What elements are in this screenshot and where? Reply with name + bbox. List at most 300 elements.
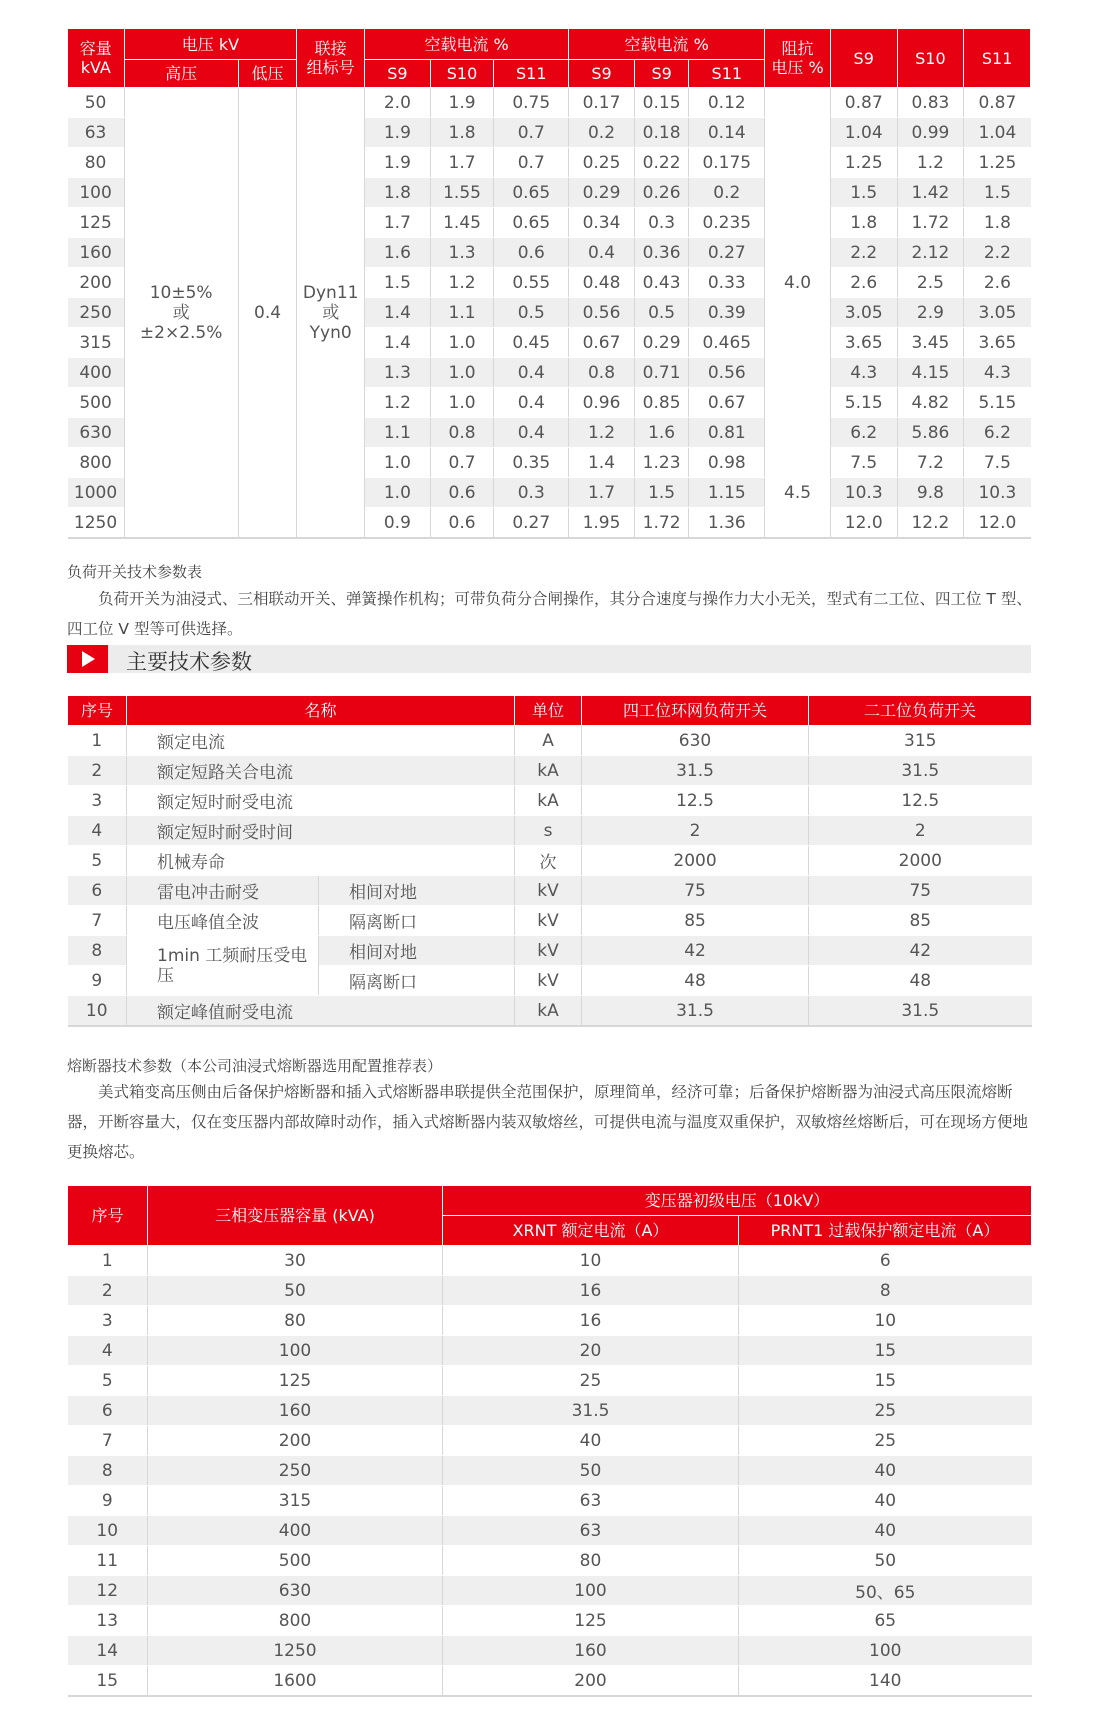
- parameter-name-cell: 额定短时耐受电流: [127, 786, 515, 816]
- load-loss-cell: 4.15: [897, 358, 964, 388]
- noload-current-cell: 0.17: [569, 88, 635, 118]
- transformer-parameter-table: [67, 28, 1031, 539]
- four-position-value-cell: 12.5: [582, 786, 809, 816]
- row-number-cell: 13: [68, 1606, 148, 1636]
- noload-current-cell: 0.85: [634, 388, 689, 418]
- unit-cell: A: [515, 726, 582, 756]
- noload-current-cell: 0.4: [494, 388, 569, 418]
- unit-cell: kA: [515, 996, 582, 1027]
- noload-current-cell: 1.2: [430, 268, 494, 298]
- noload-current-cell: 1.95: [569, 508, 635, 539]
- noload-current-cell: 0.8: [569, 358, 635, 388]
- section-title: 主要技术参数: [126, 650, 252, 674]
- load-loss-cell: 3.45: [897, 328, 964, 358]
- parameter-name-cell: 额定短时耐受时间: [127, 816, 515, 846]
- parameter-sub-cell: 相间对地: [319, 876, 515, 906]
- capacity-cell: 630: [148, 1576, 443, 1606]
- four-position-value-cell: 31.5: [582, 996, 809, 1027]
- noload-current-cell: 0.56: [689, 358, 765, 388]
- high-voltage-cell: 10±5% 或 ±2×2.5%: [124, 88, 238, 539]
- row-number-cell: 4: [68, 816, 127, 846]
- load-loss-cell: 1.5: [964, 178, 1031, 208]
- row-number-cell: 7: [68, 1426, 148, 1456]
- capacity-cell: 50: [68, 88, 125, 118]
- load-loss-cell: 7.2: [897, 448, 964, 478]
- row-number-cell: 2: [68, 756, 127, 786]
- noload-current-cell: 1.0: [365, 448, 431, 478]
- parameter-sub-cell: 隔离断口: [319, 966, 515, 996]
- four-position-value-cell: 48: [582, 966, 809, 996]
- noload-current-cell: 0.43: [634, 268, 689, 298]
- table-row: [68, 1486, 1032, 1516]
- header-vector-group: 联接 组标号: [297, 29, 365, 88]
- two-position-value-cell: 315: [809, 726, 1032, 756]
- noload-current-cell: 0.67: [689, 388, 765, 418]
- noload-current-cell: 0.81: [689, 418, 765, 448]
- header-s9: S9: [830, 29, 897, 88]
- noload-current-cell: 0.9: [365, 508, 431, 539]
- header-capacity: 容量 kVA: [68, 29, 125, 88]
- unit-cell: kA: [515, 786, 582, 816]
- capacity-cell: 800: [68, 448, 125, 478]
- prnt-current-cell: 8: [739, 1276, 1032, 1306]
- row-number-cell: 4: [68, 1336, 148, 1366]
- noload-current-cell: 0.36: [634, 238, 689, 268]
- load-loss-cell: 2.5: [897, 268, 964, 298]
- noload-current-cell: 0.3: [634, 208, 689, 238]
- two-position-value-cell: 42: [809, 936, 1032, 966]
- noload-current-cell: 0.2: [569, 118, 635, 148]
- header-noload-current-2: 空载电流 %: [569, 29, 765, 60]
- prnt-current-cell: 50: [739, 1546, 1032, 1576]
- noload-current-cell: 1.3: [365, 358, 431, 388]
- header-s10: S10: [897, 29, 964, 88]
- row-number-cell: 15: [68, 1666, 148, 1697]
- noload-current-cell: 0.7: [494, 148, 569, 178]
- table-row: [68, 906, 1032, 936]
- prnt-current-cell: 15: [739, 1366, 1032, 1396]
- xrnt-current-cell: 16: [443, 1276, 739, 1306]
- table-row: [68, 1666, 1032, 1697]
- unit-cell: kV: [515, 876, 582, 906]
- table-row: [68, 1426, 1032, 1456]
- noload-current-cell: 0.65: [494, 178, 569, 208]
- row-number-cell: 11: [68, 1546, 148, 1576]
- noload-current-cell: 0.6: [430, 478, 494, 508]
- fuse-selection-table: [67, 1185, 1032, 1697]
- noload-current-cell: 0.48: [569, 268, 635, 298]
- noload-current-cell: 0.15: [634, 88, 689, 118]
- load-loss-cell: 1.04: [830, 118, 897, 148]
- noload-current-cell: 1.9: [365, 148, 431, 178]
- noload-current-cell: 1.15: [689, 478, 765, 508]
- parameter-name-cell: 1min 工频耐压受电压: [127, 936, 319, 996]
- two-position-value-cell: 31.5: [809, 996, 1032, 1027]
- noload-current-cell: 0.8: [430, 418, 494, 448]
- prnt-current-cell: 15: [739, 1336, 1032, 1366]
- noload-current-cell: 1.4: [365, 298, 431, 328]
- prnt-current-cell: 140: [739, 1666, 1032, 1697]
- noload-current-cell: 1.23: [634, 448, 689, 478]
- table-row: [68, 996, 1032, 1027]
- row-number-cell: 8: [68, 936, 127, 966]
- header-sub-s9: S9: [365, 60, 431, 88]
- noload-current-cell: 1.72: [634, 508, 689, 539]
- two-position-value-cell: 12.5: [809, 786, 1032, 816]
- capacity-cell: 315: [148, 1486, 443, 1516]
- xrnt-current-cell: 100: [443, 1576, 739, 1606]
- prnt-current-cell: 50、65: [739, 1576, 1032, 1606]
- noload-current-cell: 0.27: [494, 508, 569, 539]
- noload-current-cell: 0.45: [494, 328, 569, 358]
- load-loss-cell: 2.2: [964, 238, 1031, 268]
- parameter-name-cell: 额定电流: [127, 726, 515, 756]
- load-loss-cell: 3.05: [964, 298, 1031, 328]
- xrnt-current-cell: 63: [443, 1516, 739, 1546]
- table-row: [68, 1546, 1032, 1576]
- parameter-name-cell: 额定峰值耐受电流: [127, 996, 515, 1027]
- capacity-cell: 500: [148, 1546, 443, 1576]
- header-no: 序号: [68, 696, 127, 726]
- noload-current-cell: 1.0: [430, 328, 494, 358]
- xrnt-current-cell: 10: [443, 1246, 739, 1276]
- table-row: [68, 756, 1032, 786]
- capacity-cell: 250: [148, 1456, 443, 1486]
- table-row: [68, 1636, 1032, 1666]
- capacity-cell: 1250: [148, 1636, 443, 1666]
- noload-current-cell: 0.39: [689, 298, 765, 328]
- row-number-cell: 6: [68, 1396, 148, 1426]
- noload-current-cell: 1.0: [365, 478, 431, 508]
- fuse-table-title: 熔断器技术参数（本公司油浸式熔断器选用配置推荐表）: [67, 1057, 443, 1075]
- header-four-position: 四工位环网负荷开关: [582, 696, 809, 726]
- capacity-cell: 250: [68, 298, 125, 328]
- unit-cell: kA: [515, 756, 582, 786]
- row-number-cell: 5: [68, 1366, 148, 1396]
- noload-current-cell: 1.2: [569, 418, 635, 448]
- load-loss-cell: 0.83: [897, 88, 964, 118]
- header-sub-s9: S9: [569, 60, 635, 88]
- header-xrnt: XRNT 额定电流（A）: [443, 1216, 739, 1246]
- noload-current-cell: 1.7: [569, 478, 635, 508]
- table-row: [68, 846, 1032, 876]
- four-position-value-cell: 2: [582, 816, 809, 846]
- header-voltage: 电压 kV: [124, 29, 297, 60]
- noload-current-cell: 1.0: [430, 388, 494, 418]
- header-no: 序号: [68, 1186, 148, 1246]
- load-loss-cell: 12.0: [964, 508, 1031, 539]
- noload-current-cell: 0.465: [689, 328, 765, 358]
- noload-current-cell: 1.36: [689, 508, 765, 539]
- header-high-voltage: 高压: [124, 60, 238, 88]
- capacity-cell: 400: [68, 358, 125, 388]
- unit-cell: kV: [515, 966, 582, 996]
- load-loss-cell: 12.2: [897, 508, 964, 539]
- noload-current-cell: 0.34: [569, 208, 635, 238]
- noload-current-cell: 0.12: [689, 88, 765, 118]
- capacity-cell: 1600: [148, 1666, 443, 1697]
- prnt-current-cell: 6: [739, 1246, 1032, 1276]
- noload-current-cell: 1.8: [430, 118, 494, 148]
- noload-current-cell: 0.5: [634, 298, 689, 328]
- row-number-cell: 12: [68, 1576, 148, 1606]
- capacity-cell: 630: [68, 418, 125, 448]
- parameter-sub-cell: 隔离断口: [319, 906, 515, 936]
- header-sub-s11: S11: [689, 60, 765, 88]
- table-row: [68, 816, 1032, 846]
- four-position-value-cell: 2000: [582, 846, 809, 876]
- noload-current-cell: 1.5: [634, 478, 689, 508]
- xrnt-current-cell: 16: [443, 1306, 739, 1336]
- capacity-cell: 160: [148, 1396, 443, 1426]
- capacity-cell: 315: [68, 328, 125, 358]
- prnt-current-cell: 65: [739, 1606, 1032, 1636]
- unit-cell: 次: [515, 846, 582, 876]
- capacity-cell: 200: [68, 268, 125, 298]
- two-position-value-cell: 31.5: [809, 756, 1032, 786]
- load-loss-cell: 0.99: [897, 118, 964, 148]
- noload-current-cell: 0.3: [494, 478, 569, 508]
- load-loss-cell: 1.42: [897, 178, 964, 208]
- two-position-value-cell: 2000: [809, 846, 1032, 876]
- table-row: [68, 1276, 1032, 1306]
- row-number-cell: 1: [68, 726, 127, 756]
- prnt-current-cell: 40: [739, 1456, 1032, 1486]
- xrnt-current-cell: 160: [443, 1636, 739, 1666]
- load-loss-cell: 3.65: [964, 328, 1031, 358]
- row-number-cell: 9: [68, 966, 127, 996]
- capacity-cell: 100: [148, 1336, 443, 1366]
- header-capacity: 三相变压器容量 (kVA): [148, 1186, 443, 1246]
- noload-current-cell: 0.96: [569, 388, 635, 418]
- noload-current-cell: 1.4: [569, 448, 635, 478]
- table-row: [68, 1606, 1032, 1636]
- noload-current-cell: 1.55: [430, 178, 494, 208]
- noload-current-cell: 0.4: [569, 238, 635, 268]
- noload-current-cell: 0.22: [634, 148, 689, 178]
- parameter-sub-cell: 相间对地: [319, 936, 515, 966]
- load-loss-cell: 7.5: [830, 448, 897, 478]
- row-number-cell: 9: [68, 1486, 148, 1516]
- table-row: [68, 726, 1032, 756]
- load-loss-cell: 7.5: [964, 448, 1031, 478]
- low-voltage-cell: 0.4: [238, 88, 297, 539]
- prnt-current-cell: 40: [739, 1486, 1032, 1516]
- header-sub-s10: S10: [430, 60, 494, 88]
- row-number-cell: 8: [68, 1456, 148, 1486]
- load-loss-cell: 12.0: [830, 508, 897, 539]
- load-loss-cell: 6.2: [830, 418, 897, 448]
- load-loss-cell: 6.2: [964, 418, 1031, 448]
- capacity-cell: 400: [148, 1516, 443, 1546]
- noload-current-cell: 1.7: [430, 148, 494, 178]
- table-row: [68, 936, 1032, 966]
- header-sub-s9: S9: [634, 60, 689, 88]
- noload-current-cell: 0.26: [634, 178, 689, 208]
- row-number-cell: 2: [68, 1276, 148, 1306]
- noload-current-cell: 1.7: [365, 208, 431, 238]
- row-number-cell: 1: [68, 1246, 148, 1276]
- noload-current-cell: 0.6: [494, 238, 569, 268]
- noload-current-cell: 1.5: [365, 268, 431, 298]
- load-switch-parameter-table: [67, 695, 1032, 1027]
- noload-current-cell: 1.8: [365, 178, 431, 208]
- noload-current-cell: 1.6: [634, 418, 689, 448]
- noload-current-cell: 0.33: [689, 268, 765, 298]
- header-low-voltage: 低压: [238, 60, 297, 88]
- noload-current-cell: 1.3: [430, 238, 494, 268]
- four-position-value-cell: 31.5: [582, 756, 809, 786]
- fuse-description: 美式箱变高压侧由后备保护熔断器和插入式熔断器串联提供全范围保护，原理简单，经济可靠；后备保护熔断器为油浸式高压限流熔断器，开断容量大，仅在变压器内部故障时动作，插入式熔断器内装双敏熔丝，可提供电流与温度双重保护，双敏熔丝熔断后，可在现场方便地更换熔芯。: [67, 1083, 1029, 1161]
- parameter-name-cell: 电压峰值全波: [127, 906, 319, 936]
- header-prnt: PRNT1 过载保护额定电流（A）: [739, 1216, 1032, 1246]
- xrnt-current-cell: 200: [443, 1666, 739, 1697]
- unit-cell: kV: [515, 936, 582, 966]
- parameter-name-cell: 机械寿命: [127, 846, 515, 876]
- header-two-position: 二工位负荷开关: [809, 696, 1032, 726]
- noload-current-cell: 1.45: [430, 208, 494, 238]
- row-number-cell: 10: [68, 1516, 148, 1546]
- capacity-cell: 80: [148, 1306, 443, 1336]
- noload-current-cell: 1.9: [365, 118, 431, 148]
- load-loss-cell: 5.15: [830, 388, 897, 418]
- noload-current-cell: 0.65: [494, 208, 569, 238]
- row-number-cell: 10: [68, 996, 127, 1027]
- table-row: [68, 1396, 1032, 1426]
- noload-current-cell: 0.7: [430, 448, 494, 478]
- parameter-name-cell: 雷电冲击耐受: [127, 876, 319, 906]
- xrnt-current-cell: 25: [443, 1366, 739, 1396]
- noload-current-cell: 0.18: [634, 118, 689, 148]
- table-row: [68, 1336, 1032, 1366]
- capacity-cell: 30: [148, 1246, 443, 1276]
- noload-current-cell: 0.75: [494, 88, 569, 118]
- load-loss-cell: 1.25: [964, 148, 1031, 178]
- vector-group-cell: Dyn11 或 Yyn0: [297, 88, 365, 539]
- noload-current-cell: 1.4: [365, 328, 431, 358]
- load-loss-cell: 1.2: [897, 148, 964, 178]
- header-name: 名称: [127, 696, 515, 726]
- load-loss-cell: 4.82: [897, 388, 964, 418]
- header-primary-voltage: 变压器初级电压（10kV）: [443, 1186, 1032, 1216]
- noload-current-cell: 0.25: [569, 148, 635, 178]
- noload-current-cell: 0.29: [569, 178, 635, 208]
- noload-current-cell: 0.14: [689, 118, 765, 148]
- prnt-current-cell: 100: [739, 1636, 1032, 1666]
- load-loss-cell: 5.15: [964, 388, 1031, 418]
- noload-current-cell: 1.9: [430, 88, 494, 118]
- table-row: [68, 1576, 1032, 1606]
- noload-current-cell: 0.235: [689, 208, 765, 238]
- noload-current-cell: 2.0: [365, 88, 431, 118]
- noload-current-cell: 0.2: [689, 178, 765, 208]
- capacity-cell: 80: [68, 148, 125, 178]
- impedance-cell: 4.5: [765, 478, 831, 539]
- capacity-cell: 200: [148, 1426, 443, 1456]
- two-position-value-cell: 48: [809, 966, 1032, 996]
- noload-current-cell: 0.27: [689, 238, 765, 268]
- capacity-cell: 800: [148, 1606, 443, 1636]
- capacity-cell: 100: [68, 178, 125, 208]
- noload-current-cell: 0.29: [634, 328, 689, 358]
- table-row: [68, 786, 1032, 816]
- row-number-cell: 6: [68, 876, 127, 906]
- noload-current-cell: 1.0: [430, 358, 494, 388]
- prnt-current-cell: 40: [739, 1516, 1032, 1546]
- xrnt-current-cell: 20: [443, 1336, 739, 1366]
- capacity-cell: 1000: [68, 478, 125, 508]
- header-sub-s11: S11: [494, 60, 569, 88]
- row-number-cell: 14: [68, 1636, 148, 1666]
- capacity-cell: 125: [148, 1366, 443, 1396]
- row-number-cell: 7: [68, 906, 127, 936]
- load-switch-table-title: 负荷开关技术参数表: [67, 563, 203, 581]
- header-noload-current-1: 空载电流 %: [365, 29, 569, 60]
- load-loss-cell: 1.8: [830, 208, 897, 238]
- noload-current-cell: 1.6: [365, 238, 431, 268]
- capacity-cell: 63: [68, 118, 125, 148]
- load-loss-cell: 0.87: [964, 88, 1031, 118]
- load-loss-cell: 1.8: [964, 208, 1031, 238]
- prnt-current-cell: 25: [739, 1396, 1032, 1426]
- impedance-cell: 4.0: [765, 88, 831, 478]
- xrnt-current-cell: 40: [443, 1426, 739, 1456]
- load-loss-cell: 1.25: [830, 148, 897, 178]
- two-position-value-cell: 75: [809, 876, 1032, 906]
- load-loss-cell: 4.3: [830, 358, 897, 388]
- table-row: [68, 1456, 1032, 1486]
- capacity-cell: 50: [148, 1276, 443, 1306]
- noload-current-cell: 0.7: [494, 118, 569, 148]
- noload-current-cell: 1.1: [365, 418, 431, 448]
- load-loss-cell: 4.3: [964, 358, 1031, 388]
- table-row: [68, 88, 1031, 118]
- noload-current-cell: 0.4: [494, 418, 569, 448]
- two-position-value-cell: 85: [809, 906, 1032, 936]
- capacity-cell: 160: [68, 238, 125, 268]
- prnt-current-cell: 10: [739, 1306, 1032, 1336]
- load-loss-cell: 9.8: [897, 478, 964, 508]
- header-impedance: 阻抗 电压 %: [765, 29, 831, 88]
- noload-current-cell: 0.175: [689, 148, 765, 178]
- noload-current-cell: 0.98: [689, 448, 765, 478]
- capacity-cell: 1250: [68, 508, 125, 539]
- xrnt-current-cell: 125: [443, 1606, 739, 1636]
- load-loss-cell: 2.9: [897, 298, 964, 328]
- unit-cell: s: [515, 816, 582, 846]
- unit-cell: kV: [515, 906, 582, 936]
- table-row: [68, 1306, 1032, 1336]
- load-loss-cell: 2.6: [964, 268, 1031, 298]
- load-loss-cell: 2.6: [830, 268, 897, 298]
- load-loss-cell: 3.65: [830, 328, 897, 358]
- capacity-cell: 500: [68, 388, 125, 418]
- table-row: [68, 1366, 1032, 1396]
- noload-current-cell: 0.67: [569, 328, 635, 358]
- prnt-current-cell: 25: [739, 1426, 1032, 1456]
- four-position-value-cell: 42: [582, 936, 809, 966]
- xrnt-current-cell: 80: [443, 1546, 739, 1576]
- table-row: [68, 876, 1032, 906]
- four-position-value-cell: 630: [582, 726, 809, 756]
- noload-current-cell: 0.55: [494, 268, 569, 298]
- load-loss-cell: 1.72: [897, 208, 964, 238]
- noload-current-cell: 0.56: [569, 298, 635, 328]
- four-position-value-cell: 75: [582, 876, 809, 906]
- load-loss-cell: 1.04: [964, 118, 1031, 148]
- section-header-bar: [67, 645, 1031, 673]
- load-loss-cell: 5.86: [897, 418, 964, 448]
